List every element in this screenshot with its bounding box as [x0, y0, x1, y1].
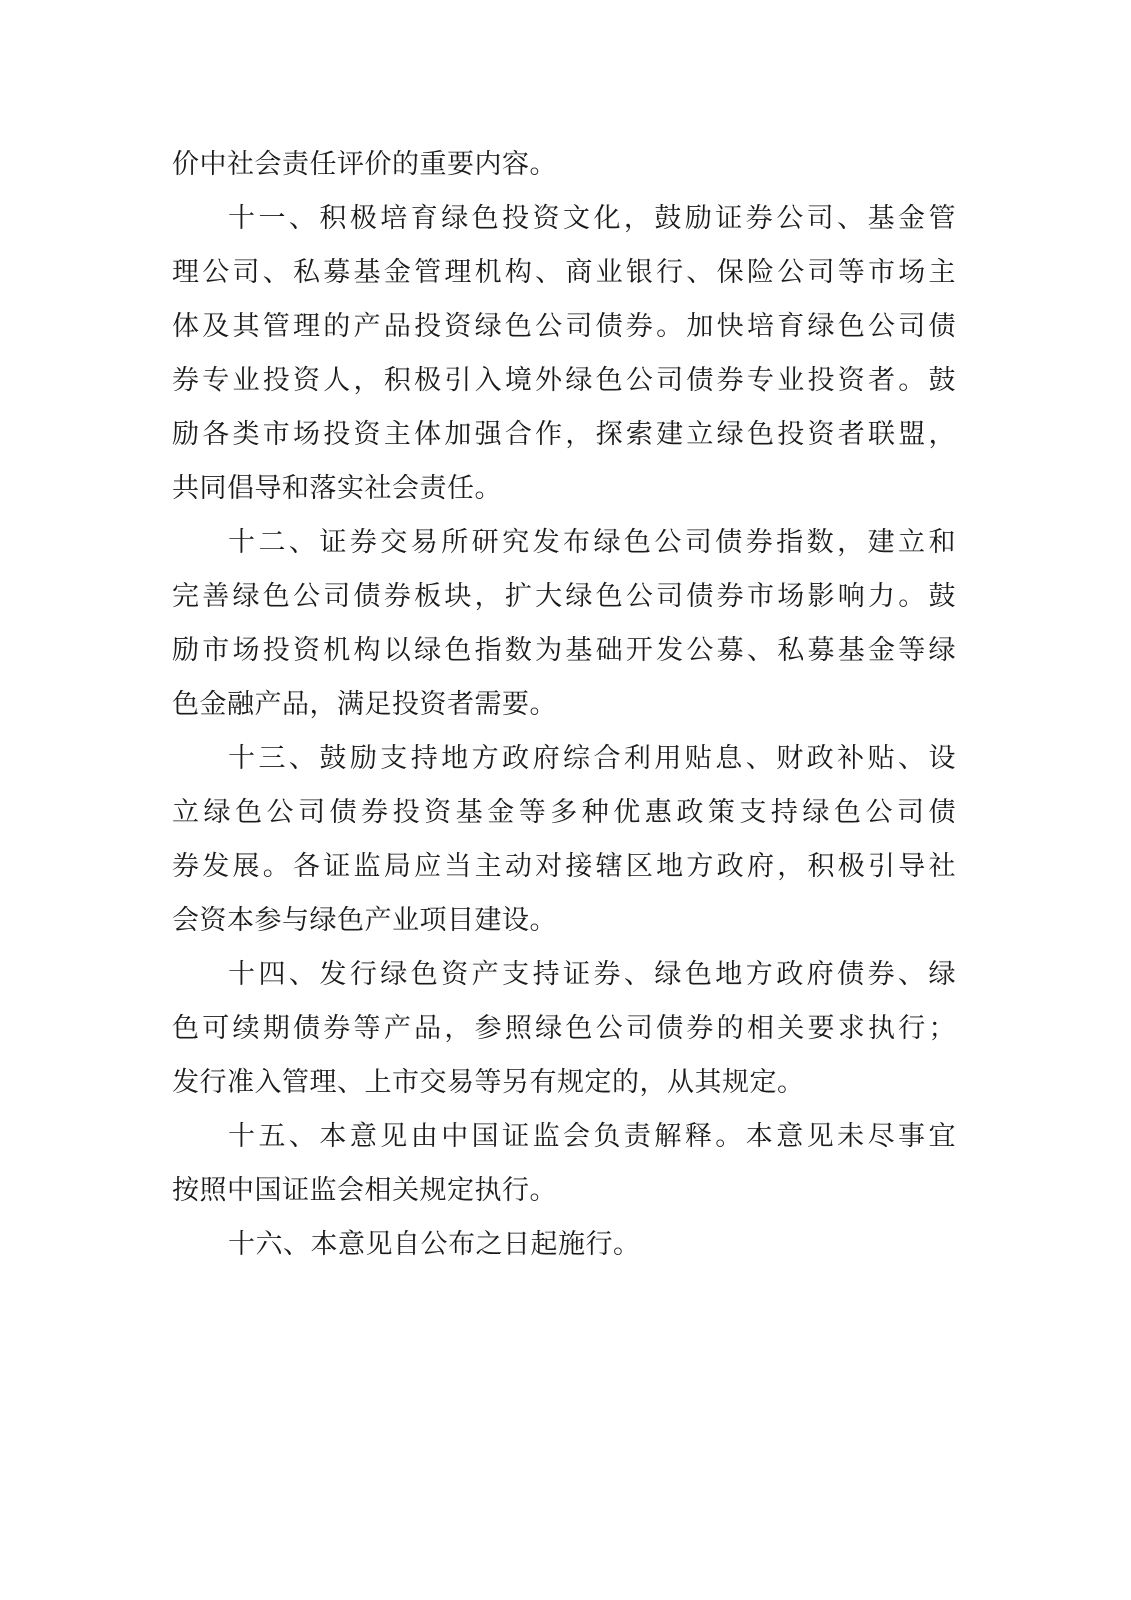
paragraph-line: 十三、鼓励支持地方政府综合利用贴息、财政补贴、设 [228, 743, 956, 774]
paragraph-line: 十四、发行绿色资产支持证券、绿色地方政府债券、绿 [228, 959, 956, 990]
paragraph-p-12 [172, 516, 956, 732]
paragraph-line: 立绿色公司债券投资基金等多种优惠政策支持绿色公司债 [172, 797, 956, 828]
paragraph-line: 励各类市场投资主体加强合作，探索建立绿色投资者联盟， [172, 419, 956, 450]
paragraph-p-11 [172, 192, 956, 516]
paragraph-line: 价中社会责任评价的重要内容。 [172, 149, 557, 180]
paragraph-line: 理公司、私募基金管理机构、商业银行、保险公司等市场主 [172, 257, 956, 288]
paragraph-line: 券专业投资人，积极引入境外绿色公司债券专业投资者。鼓 [172, 365, 956, 396]
paragraph-line: 励市场投资机构以绿色指数为基础开发公募、私募基金等绿 [172, 635, 956, 666]
paragraph-p-15 [172, 1110, 956, 1218]
document-body [172, 138, 956, 1272]
paragraph-line: 十一、积极培育绿色投资文化，鼓励证券公司、基金管 [228, 203, 956, 234]
paragraph-line: 十五、本意见由中国证监会负责解释。本意见未尽事宜 [228, 1121, 956, 1152]
paragraph-line: 色金融产品，满足投资者需要。 [172, 689, 557, 720]
paragraph-line: 券发展。各证监局应当主动对接辖区地方政府，积极引导社 [172, 851, 956, 882]
paragraph-line: 体及其管理的产品投资绿色公司债券。加快培育绿色公司债 [172, 311, 956, 342]
paragraph-line: 色可续期债券等产品，参照绿色公司债券的相关要求执行； [172, 1013, 956, 1044]
paragraph-p-continuation [172, 138, 956, 192]
paragraph-line: 十二、证券交易所研究发布绿色公司债券指数，建立和 [228, 527, 956, 558]
paragraph-p-13 [172, 732, 956, 948]
paragraph-line: 会资本参与绿色产业项目建设。 [172, 905, 557, 936]
paragraph-line: 十六、本意见自公布之日起施行。 [228, 1229, 641, 1260]
paragraph-line: 共同倡导和落实社会责任。 [172, 473, 502, 504]
paragraph-line: 按照中国证监会相关规定执行。 [172, 1175, 557, 1206]
paragraph-p-14 [172, 948, 956, 1110]
paragraph-p-16 [172, 1218, 956, 1272]
paragraph-line: 发行准入管理、上市交易等另有规定的，从其规定。 [172, 1067, 805, 1098]
paragraph-line: 完善绿色公司债券板块，扩大绿色公司债券市场影响力。鼓 [172, 581, 956, 612]
